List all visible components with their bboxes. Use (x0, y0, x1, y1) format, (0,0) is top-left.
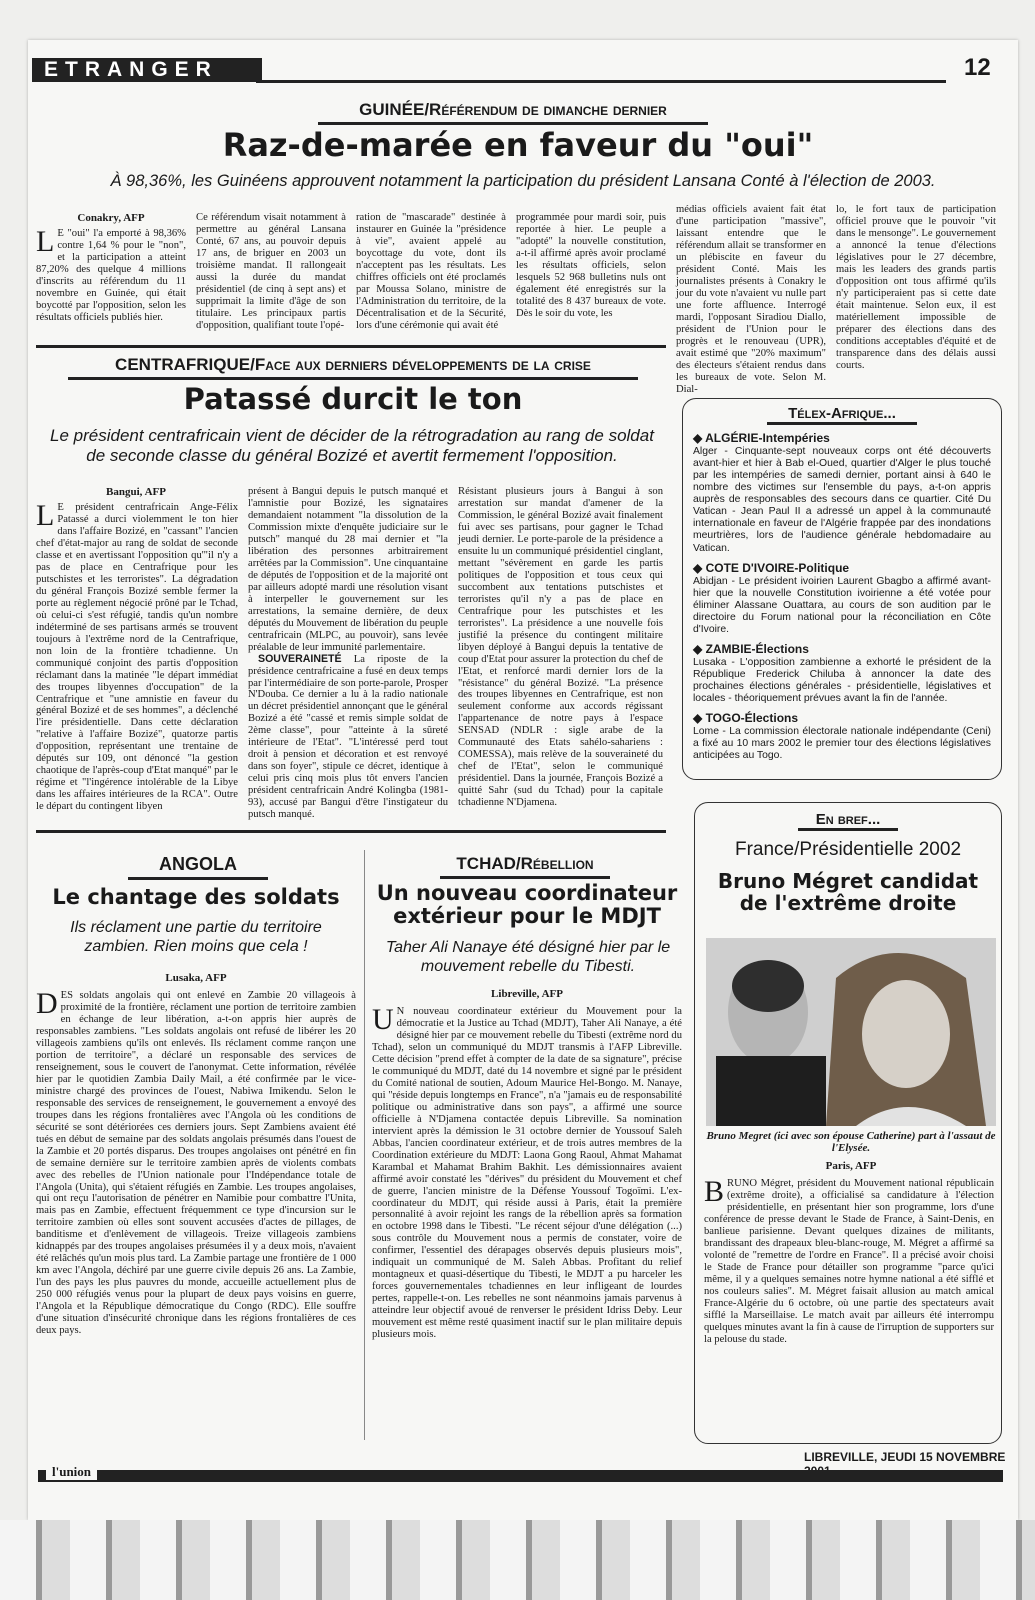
centrafrique-col-1: L E président centrafricain Ange-Félix Patassé a durci violemment le ton hier dans l'affaire Bozizé, en "cassant" l'ancien chef d'état-major au rang de soldat de seconde classe et en avertissant l'opposition qu'"il n'y a pas de place en Centrafrique pour les putschistes et les terroristes". La dégradation du général François Bozizé semble fermer la porte au règlement négocié prôné par le Tchad, où celui-ci s'est réfugié, tandis qu'un nombre indéterminé de ses partisans armés se trouvent toujours à l'extrême nord de la Centrafrique, non loin de la frontière tchadienne. Un communiqué conjoint des partis d'opposition réclamant dans la matinée "le départ immédiat des troupes libyennes d'occupation" de la Centrafrique et "une amnistie en faveur du général Bozizé et de ses hommes", a déclenché l'ire présidentielle. Dans cette déclaration "relative à l'affaire Bozizé", quatorze partis d'opposition, représentant une trentaine de députés sur 109, ont dénoncé "la gestion chaotique de l'après-coup d'Etat manqué" par le régime et "l'ingérence intolérable de la Libye dans les affaires intérieures de la RCA". Outre le départ du contingent libyen (36, 499, 238, 813)
diamond-icon: ◆ (693, 711, 706, 726)
rule-angola-tchad (364, 850, 365, 1440)
background-stripes (0, 1520, 1035, 1600)
enbref-kicker: France/Présidentielle 2002 (734, 839, 962, 860)
telex-item-cote-divoire: ◆ COTE D'IVOIRE-Politique Abidjan - Le président ivoirien Laurent Gbagbo a affirmé avant-hier que la nouvelle Constitution ivoirienne a été votée pour éliminer Alassane Ouattara, au cours de son audition par le directoire du Forum national pour la réconciliation en Côte d'Ivoire. (693, 560, 991, 635)
telex-item-algerie: ◆ ALGÉRIE-Intempéries Alger - Cinquante-sept nouveaux corps ont été découverts avant-hier et hier à Bab el-Oued, quartier d'Alger le plus touché par les intempéries de samedi dernier, portant ainsi à 640 le nombre des victimes sur l'ensemble du pays, a-t-on appris auprès de responsables des secours dans ce quartier. Cité Du Vatican - Jean Paul II a adressé un appel à la communauté internationale en faveur de l'Algérie frappée par des inondations meurtrières, lors de l'audience générale hebdomadaire au Vatican. (693, 431, 991, 554)
enbref-headline: Bruno Mégret candidat de l'extrême droite (717, 869, 979, 915)
guinee-col-6: lo, le fort taux de participation officiel prouve que le pouvoir "vit dans le mensonge". Le gouvernement a annoncé la tenue d'élections législatives pour le 27 décembre, mais les leaders des grands partis d'opposition ont tous affirmé qu'ils n'y participeraient pas si cette date était maintenue. Selon eux, il est matériellement impossible de préparer des élections dans des conditions acceptables d'équité et de transparence dans des délais aussi courts. (836, 204, 996, 371)
tchad-headline: Un nouveau coordinateur extérieur pour le MDJT (376, 881, 678, 928)
section-rule (256, 80, 946, 83)
guinee-col-2: Ce référendum visait notamment à permettre au général Lansana Conté, 67 ans, au pouvoir depuis 17 ans, de briguer en 2003 un troisième mandat. Il rallongeait aussi la durée du mandat présidentiel (de cinq à sept ans) et supprimait la limite d'âge de son titulaire. Les principaux partis d'opposition, qualifiant toute l'opé- (196, 212, 346, 331)
centrafrique-subhead: SOUVERAINETÉ (258, 652, 342, 665)
rule-centrafrique-bottom (36, 830, 666, 833)
guinee-kicker (318, 100, 708, 125)
tchad-body: U N nouveau coordinateur extérieur du Mouvement pour la démocratie et la Justice au Tchad (MDJT), Taher Ali Nanaye, a été désigné hier par ce mouvement rebelle du Tibesti (extrême nord du Tchad), selon un communiqué du MDJT transmis à l'AFP Libreville. Cette décision "prend effet à compter de la date de sa signature", précise le communiqué du MDJT, daté du 14 novembre et signé par le président du Comité national de soutien, Adoum Maurice Hel-Bongo. M. Nanaye, qui "réside depuis longtemps en France", n'a "jamais eu de responsabilité politique ou administrative dans son pays", a affirmé une source officielle à N'Djamena contactée depuis Libreville. Sa nomination intervient après la démission le 31 octobre dernier de Youssouf Saleh Abbas, l'ancien coordinateur extérieur, et de trois autres membres de la Coordination extérieure du MDJT: Laona Gong Raoul, Ahmat Mahamat Karambal et Mahamat Brahim Bakhit. Les démissionnaires avaient affirmé avoir constaté les "dérives" du président du Mouvement et chef de guerre, l'ancien ministre de la Défense Youssouf Togoïmi. L'ex-coordinateur du MDJT, qui réside aussi à Paris, était la première personnalité à avoir rejoint les rangs de la rébellion après sa formation en octobre 1998 dans le Tibesti. "Le récent séjour d'une délégation (...) sous contrôle du Mouvement nous a permis de constater, voire de confirmer, l'essentiel des dérapages observés depuis plusieurs mois", indiquait un communiqué de M. Saleh Abbas. Profitant du relief montagneux et quasi-désertique du Tibesti, le MDJT a pu harceler les forces gouvernementales tchadiennes en leur infligeant de lourdes pertes, rappelle-t-on. Les rebelles ne sont néanmoins jamais parvenus à atteindre leur objectif avoué de renverser le président Idriss Deby. Leur mouvement est même resté quasiment inactif sur le plan militaire depuis plusieurs mois. (372, 1003, 682, 1341)
couple-photo-illustration (706, 938, 996, 1126)
centrafrique-kicker-country: CENTRAFRIQUE/ (115, 355, 255, 374)
section-title: ETRANGER (32, 58, 262, 82)
telex-list (683, 431, 1001, 762)
centrafrique-col-3: Résistant plusieurs jours à Bangui à son arrestation sur mandat d'amener de la Commission, le général Bozizé avait finalement fui avec ses partisans, pour gagner le Tchad jeudi dernier. Le porte-parole de la présidence a ensuite lu un communiqué présidentiel cinglant, mettant "sévèrement en garde les partis politiques de l'opposition et tous ceux qui succombent aux tentations putschistes et terroristes qu'il n'y a pas de place en Centrafrique pour les putschistes et les terroristes". La présidence a une nouvelle fois justifié la présence du contingent militaire libyen déployé à Bangui depuis la tentative de coup d'Etat pour assurer la protection du chef de l'Etat, et renforcé mardi dernier lors de la "résistance" du général Bozizé. "La présence des troupes libyennes en Centrafrique, est non seulement conforme aux accords régissant l'appartenance de notre pays à l'espace SENSAD (NDLR : sigle arabe de la Communauté des Etats sahélo-sahariens : COMESSA), mais relève de la souveraineté du chef de l'Etat", selon le communiqué présidentiel. Dans la journée, François Bozizé a quitté Sahr (sud du Tchad) pour la capitale tchadienne N'Djamena. (458, 486, 663, 809)
newspaper-page (28, 40, 1018, 1520)
guinee-col-4: programmée pour mardi soir, puis reportée à hier. Le peuple a "adopté" la nouvelle constitution, a-t-il affirmé après avoir proclamé les résultats officiels, selon lesquels 52 968 bulletins nuls ont également été enregistrés sur la totalité des 8 437 bureaux de vote. Dès le soir du vote, les (516, 212, 666, 319)
tchad-deck: Taher Ali Nanaye été désigné hier par le mouvement rebelle du Tibesti. (385, 939, 671, 976)
angola-headline: Le chantage des soldats (52, 885, 340, 909)
guinee-dateline: Conakry, AFP (77, 212, 145, 224)
tchad-kicker (440, 854, 610, 879)
angola-kicker: ANGOLA (128, 854, 268, 880)
footer-logo: l'union (46, 1464, 97, 1480)
guinee-deck: À 98,36%, les Guinéens approuvent notamment la participation du président Lansana Conté à l'élection de 2003. (110, 172, 936, 190)
telex-box (682, 398, 1002, 780)
guinee-headline: Raz-de-marée en faveur du "oui" (222, 126, 814, 164)
enbref-body: BRUNO Mégret, président du Mouvement national républicain (extrême droite), a officialisé sa candidature à l'élection présidentielle, en présentant hier son programme, lors d'une conférence de presse devant le Stade de France, à Saint-Denis, en banlieue parisienne. Devant quelques dizaines de militants, brandissant des drapeaux bleu-blanc-rouge, M. Mégret a affirmé sa volonté de "remettre de l'ordre en France". Il a précisé avoir choisi le Stade de France pour détailler son programme "parce qu'ici même, il y a quelques semaines notre hymne national a été sifflé et nos couleurs salies". M. Mégret faisait allusion au match amical France-Algérie du 6 octobre, où une partie des spectateurs avait sifflé la Marseillaise. Le match avait par ailleurs été interrompu quelques minutes avant la fin à cause de l'irruption de supporters sur la pelouse du stade. (704, 1175, 994, 1345)
enbref-dateline: Paris, AFP (825, 1160, 877, 1172)
megret-photo (706, 938, 996, 1126)
guinee-col-1: L E "oui" l'a emporté à 98,36% contre 1,64 % pour le "non", et la participation a atteint 87,20% des quelque 4 millions d'inscrits au référendum du 11 novembre en Guinée, qui était boycotté par l'opposition, selon les résultats officiels publiés hier. (36, 225, 186, 323)
guinee-col-3: ration de "mascarade" destinée à instaurer en Guinée la "présidence à vie", avaient appelé au boycottage du vote, dont ils n'acceptent pas les résultats. Les chiffres officiels ont été proclamés par Moussa Solano, ministre de l'Administration du territoire, de la Décentralisation et de la Sécurité, lors d'une cérémonie qui avait été (356, 212, 506, 331)
tchad-kicker-country: TCHAD/ (456, 854, 521, 873)
guinee-kicker-country: GUINÉE/ (359, 100, 430, 119)
guinee-kicker-topic: Référendum de dimanche dernier (429, 100, 667, 119)
telex-item-togo: ◆ TOGO-Élections Lome - La commission électorale nationale indépendante (Ceni) a fixé au 10 mars 2002 le premier tour des élections législatives anticipées au Togo. (693, 711, 991, 762)
centrafrique-dateline: Bangui, AFP (106, 486, 166, 498)
tchad-kicker-topic: Rébellion (520, 854, 594, 873)
megret-caption: Bruno Megret (ici avec son épouse Catherine) part à l'assaut de l'Elysée. (706, 1130, 996, 1154)
centrafrique-deck: Le président centrafricain vient de décider de la rétrogradation au rang de soldat de seconde classe du général Bozizé et avertit fermement l'opposition. (50, 426, 654, 466)
guinee-col-5: médias officiels avaient fait état d'une participation "massive", laissant entendre que le référendum allait se transformer en un plébiscite en faveur du président Conté. Mais les journalistes présents à Conakry le jour du vote n'avaient vu nulle part une forte affluence. Interrogé mardi, l'opposant Siradiou Diallo, président de l'Union pour le progrès et le renouveau (UPR), avait estimé que "20% maximum" des électeurs s'étaient rendus dans les bureaux de vote. Selon M. Dial- (676, 204, 826, 395)
telex-item-zambie: ◆ ZAMBIE-Élections Lusaka - L'opposition zambienne a exhorté le président de la République Frederick Chiluba à annoncer la date des prochaines élections générales - présidentielle, législatives et locales - théoriquement prévues avant la fin de l'année. (693, 641, 991, 705)
diamond-icon: ◆ (693, 641, 706, 656)
footer-date: LIBREVILLE, JEUDI 15 NOVEMBRE (804, 1450, 1006, 1464)
enbref-title: En bref... (798, 811, 898, 831)
angola-dateline: Lusaka, AFP (165, 972, 227, 984)
telex-title: Télex-Afrique... (767, 405, 917, 425)
centrafrique-col-2: présent à Bangui depuis le putsch manqué et l'amnistie pour Bozizé, les signataires demandaient notamment "la dissolution de la Commission mixte d'enquête judiciaire sur le putsch" manqué du 28 mai dernier et "la libération des personnes arbitrairement arrêtées par la Commission". Une cinquantaine de députés de l'opposition et de la majorité ont par ailleurs adopté mardi une résolution visant à interpeller le gouvernement sur les arrestations, la semaine dernière, de deux députés du Mouvement de libération du peuple centrafricain (MLPC, au pouvoir), sans levée préalable de leur immunité parlementaire. SOUVERAINETÉ La riposte de la présidence centrafricaine a fusé en deux temps par l'intermédiaire de son porte-parole, Prosper N'Douba. Ce dernier a lu à la radio nationale un décret présidentiel annonçant que le général Bozizé a été "cassé et remis simple soldat de 2ème classe", pour "atteinte à la sûreté intérieure de l'Etat". "L'intéressé perd tout droit à pension et décoration et est renvoyé dans son foyer", stipule ce décret, identique à celui pris cinq mois plus tôt envers l'ancien président centrafricain André Kolingba (1981-93), accusé par Bangui d'être l'instigateur du putsch manqué. (248, 486, 448, 821)
tchad-dateline: Libreville, AFP (491, 988, 563, 1000)
centrafrique-headline: Patassé durcit le ton (183, 382, 523, 416)
diamond-icon: ◆ (693, 431, 706, 445)
angola-deck: Ils réclament une partie du territoire zambien. Rien moins que cela ! (70, 919, 322, 956)
centrafrique-kicker-topic: Face aux derniers développements de la crise (254, 355, 591, 374)
rule-guinee-bottom (36, 345, 666, 348)
page-number: 12 (964, 54, 991, 81)
angola-body: DES soldats angolais qui ont enlevé en Zambie 20 villageois à proximité de la frontière, réclament une portion de territoire zambien en échange de leur libération, a-t-on appris hier auprès de responsables zambiens. "Les soldats angolais ont refusé de libérer les 20 villageois zambiens qu'ils ont enlevés. Ils réclament comme rançon une portion de territoire", a déclaré un responsable des services de renseignement, sous le couvert de l'anonymat. Cette information, révélée hier par le quotidien Zambia Daily Mail, a été confirmée par le vice-ministre chargé des provinces de l'ouest, Nabiwa Imikendu. Selon le responsable des services de renseignement, le gouvernement a envoyé des troupes dans les régions frontalières avec l'Angola où les conditions de sécurité se sont détériorées ces derniers jours. Sept Zambiens avaient été tués en début de semaine par des soldats angolais présumés dans l'ouest de la Zambie et 20 portés disparus. Des troupes angolaises ont pénétré en fin de semaine dernière sur le territoire zambien après de violents combats avec des rebelles de l'Union nationale pour l'Indépendance totale de l'Angola (Unita), qui s'étaient réfugiés en Zambie. Les troupes angolaises, qui ont reçu l'autorisation de pénétrer en Namibie pour combattre l'Unita, mais pas en Zambie, effectuent fréquemment ce type d'incursion sur le territoire zambien où elles sont souvent accusées d'actes de pillages, de banditisme et d'enlèvement de villageois. Treize villageois zambiens kidnappés par des troupes angolaises présumées il y a deux mois, n'avaient été relâchés qu'un mois plus tard. La Zambie partage une frontière de 1 000 km avec l'Angola, déchiré par une guerre civile depuis 26 ans. La Zambie, l'un des pays les plus pauvres du monde, accueille actuellement plus de 250 000 réfugiés venus pour la plupart de deux pays voisins en guerre, l'Angola et la République démocratique du Congo (RDC). Elle souffre d'une situation d'insécurité chronique dans les régions frontalières de ces deux pays. (36, 987, 356, 1337)
diamond-icon: ◆ (693, 560, 706, 575)
centrafrique-kicker (68, 355, 638, 380)
footer-rule (38, 1470, 1003, 1482)
